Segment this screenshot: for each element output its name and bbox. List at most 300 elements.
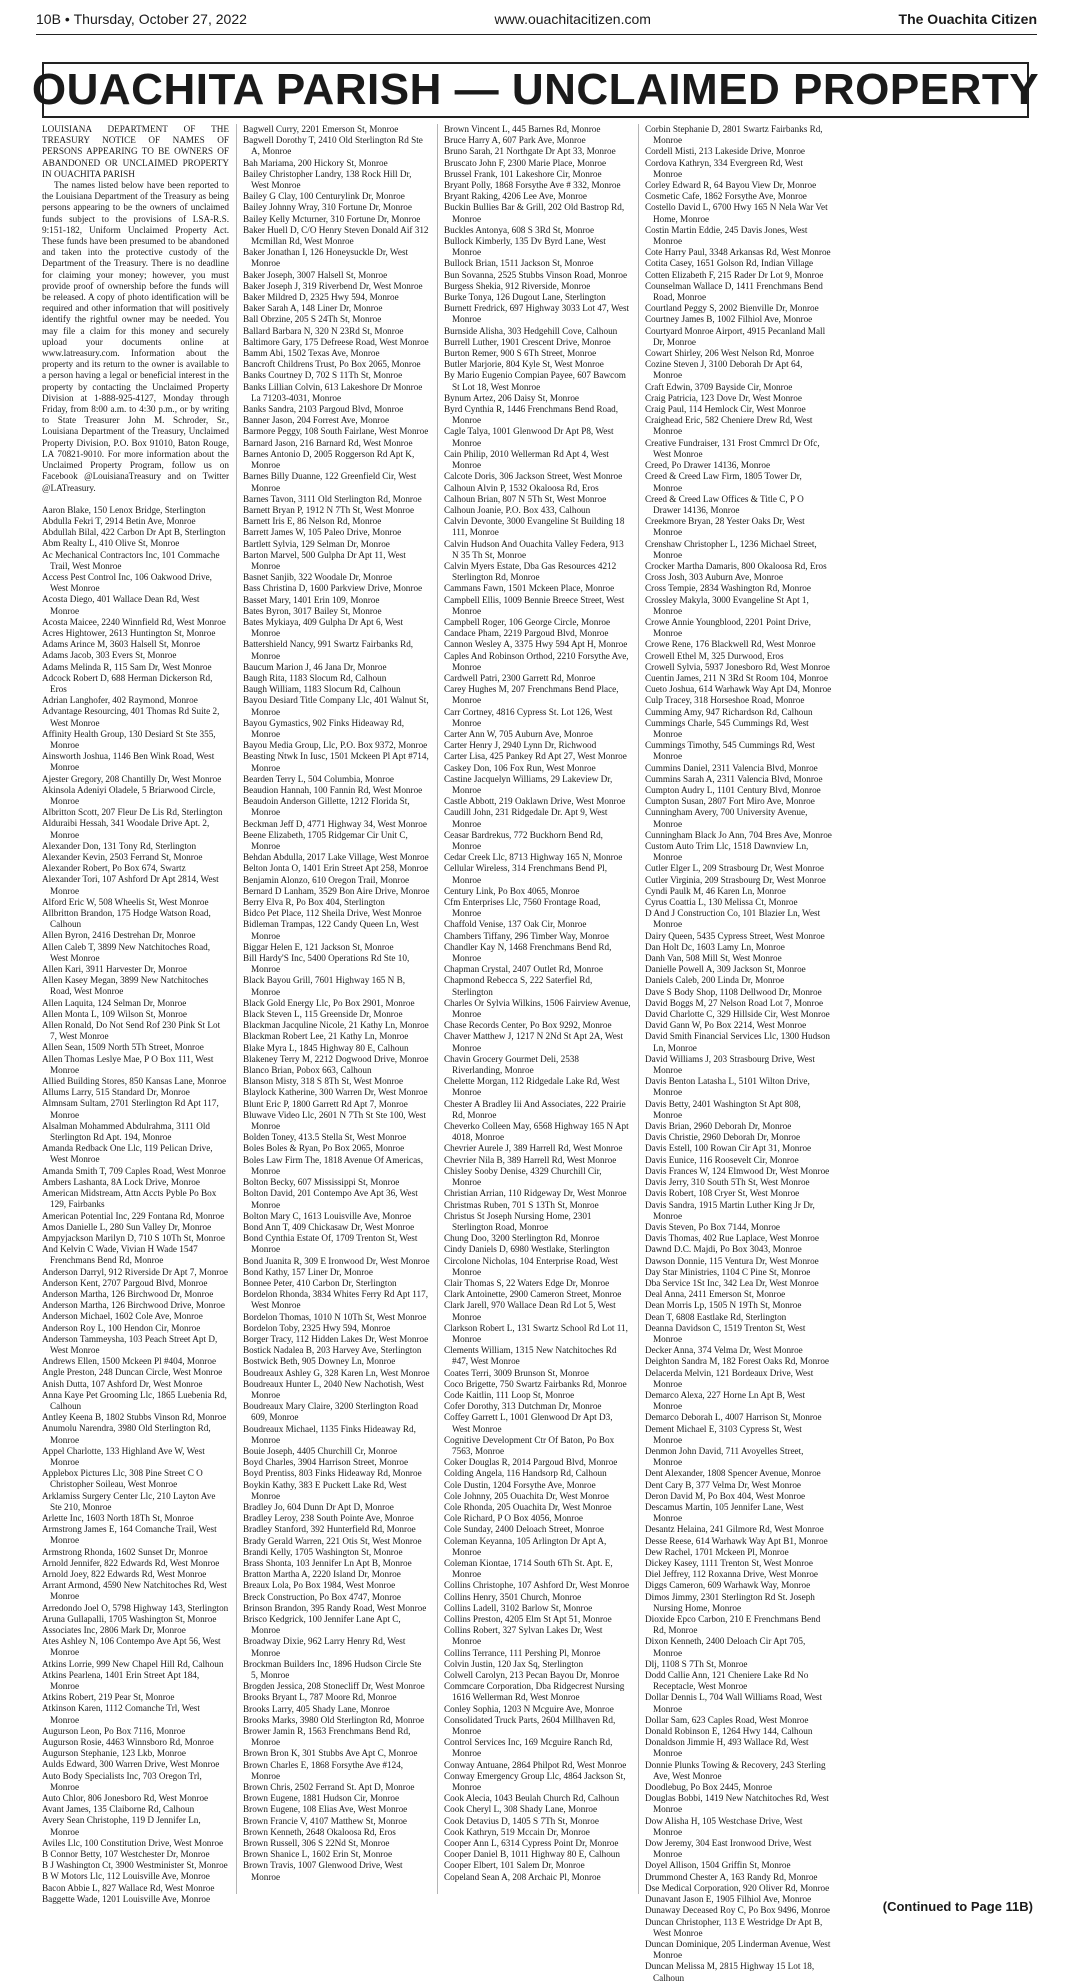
listing-entry: Dunaway Deceased Roy C, Po Box 9496, Monroe (645, 1905, 830, 1916)
listing-entry: Craig Paul, 114 Hemlock Cir, West Monroe (645, 404, 806, 415)
listing-entry: Appel Charlotte, 133 Highland Ave W, West Monroe (42, 1445, 205, 1467)
listing-entry: Aruna Gullapalli, 1705 Washington St, Monroe (42, 1613, 217, 1624)
listing-entry: Conley Sophia, 1203 N Mcguire Ave, Monroe (444, 1703, 614, 1714)
listing-entry: Augurson Rosie, 4463 Winnsboro Rd, Monroe (42, 1737, 214, 1748)
listing-entry: Control Services Inc, 169 Mcguire Ranch Rd, Monroe (444, 1737, 613, 1759)
listing-entry: Clements William, 1315 New Natchitoches Rd #47, West Monroe (444, 1345, 617, 1367)
listing-entry: Cordova Kathryn, 334 Evergreen Rd, West Monroe (645, 157, 803, 179)
banner-title: OUACHITA PARISH — UNCLAIMED PROPERTY (42, 62, 1029, 118)
listing-entry: Bordelon Toby, 2325 Hwy 594, Monroe (243, 1322, 391, 1333)
listing-entry: Bordelon Rhonda, 3834 Whites Ferry Rd Apt 117, West Monroe (243, 1289, 429, 1311)
listing-entry: Allen Laquita, 124 Selman Dr, Monroe (42, 997, 187, 1008)
listing-entry: Aaron Blake, 150 Lenox Bridge, Sterlington (42, 504, 206, 515)
listing-entry: Caskey Don, 106 Fox Run, West Monroe (444, 762, 596, 773)
listing-entry: Campbell Ellis, 1009 Bennie Breece Street, West Monroe (444, 594, 625, 616)
listing-entry: Beaudoin Anderson Gillette, 1212 Florida St, Monroe (243, 796, 410, 818)
listing-entry: Calhoun Brian, 807 N 5Th St, West Monroe (444, 493, 607, 504)
listing-entry: Custom Auto Trim Llc, 1518 Dawnview Ln, Monroe (645, 841, 809, 863)
listing-entry: Battershield Nancy, 991 Swartz Fairbanks Rd, Monroe (243, 639, 414, 661)
listing-entry: Brown Travis, 1007 Glenwood Drive, West Monroe (243, 1860, 403, 1882)
listing-entry: Collins Robert, 327 Sylvan Lakes Dr, West Monroe (444, 1625, 603, 1647)
listing-entry: Craft Edwin, 3709 Bayside Cir, Monroe (645, 381, 793, 392)
listing-entry: Antley Keena B, 1802 Stubbs Vinson Rd, Monroe (42, 1412, 227, 1423)
listing-entry: Brown Shanice L, 1602 Erin St, Monroe (243, 1849, 393, 1860)
listing-entry: Bagwell Curry, 2201 Emerson St, Monroe (243, 124, 399, 134)
listing-entry: Courtland Peggy S, 2002 Bienville Dr, Monroe (645, 303, 819, 314)
listing-entry: Cedar Creek Llc, 8713 Highway 165 N, Monroe (444, 852, 623, 863)
listing-entry: Banks Sandra, 2103 Pargoud Blvd, Monroe (243, 404, 404, 415)
listing-entry: Danh Van, 508 Mill St, West Monroe (645, 953, 782, 964)
listing-entry: Cutler Elger L, 209 Strasbourg Dr, West Monroe (645, 863, 824, 874)
listing-entry: Acosta Diego, 401 Wallace Dean Rd, West Monroe (42, 594, 200, 616)
listing-entry: Buckin Bullies Bar & Grill, 202 Old Bastrop Rd, Monroe (444, 202, 625, 224)
listing-entry: Berry Elva R, Po Box 404, Sterlington (243, 897, 385, 908)
listing-entry: B J Washington Ct, 3900 Westminister St, Monroe (42, 1860, 228, 1871)
column-3 (437, 124, 631, 1894)
listing-entry: Angle Preston, 248 Duncan Circle, West Monroe (42, 1367, 223, 1378)
listing-entry: Bond Juanita R, 309 E Ironwood Dr, West Monroe (243, 1255, 430, 1266)
listing-entry: Bacon Abbie L, 827 Wallace Rd, West Monroe (42, 1882, 215, 1893)
listing-entry: Brown Eugene, 108 Elias Ave, West Monroe (243, 1804, 408, 1815)
listing-entry: American Midstream, Attn Accts Pyble Po Box 129, Fairbanks (42, 1188, 217, 1210)
listing-entry: Alford Eric W, 508 Wheelis St, West Monroe (42, 896, 209, 907)
listing-entry: Cumpton Susan, 2807 Fort Miro Ave, Monroe (645, 796, 815, 807)
listing-entry: Clair Thomas S, 22 Waters Edge Dr, Monroe (444, 1277, 610, 1288)
listing-entry: Chester A Bradley Iii And Associates, 222 Prairie Rd, Monroe (444, 1098, 626, 1120)
listing-entry: Bruno Sarah, 21 Northgate Dr Apt 33, Monroe (444, 146, 616, 157)
listing-entry: Alexander Tori, 107 Ashford Dr Apt 2814, West Monroe (42, 874, 219, 896)
listing-entry: Atkins Lorrie, 999 New Chapel Hill Rd, Calhoun (42, 1658, 224, 1669)
listing-entry: Diggs Cameron, 609 Warhawk Way, Monroe (645, 1580, 811, 1591)
listing-entry: Coleman Kiontae, 1714 South 6Th St. Apt. E, Monroe (444, 1558, 613, 1580)
listing-entry: Cummings Charle, 545 Cummings Rd, West Monroe (645, 717, 809, 739)
listing-entry: Desantz Helaina, 241 Gilmore Rd, West Monroe (645, 1524, 824, 1535)
listing-entry: Caudill John, 231 Ridgedale Dr. Apt 9, West Monroe (444, 807, 608, 829)
listing-entry: Ampyjackson Marilyn D, 710 S 10Th St, Monroe (42, 1232, 225, 1243)
listing-entry: Dba Service 1St Inc, 342 Lea Dr, West Monroe (645, 1277, 819, 1288)
listing-entry: Crowell Ethel M, 325 Durwood, Eros (645, 650, 784, 661)
listing-entry: Baker Joseph J, 319 Riverbend Dr, West Monroe (243, 280, 423, 291)
listing-entry: Ceasar Bardrekus, 772 Buckhorn Bend Rd, Monroe (444, 829, 603, 851)
listing-entry: Bayou Media Group, Llc, P.O. Box 9372, Monroe (243, 740, 428, 751)
listing-entry: Bamm Abi, 1502 Texas Ave, Monroe (243, 348, 380, 359)
listing-entry: Descamus Martin, 105 Jennifer Lane, West Monroe (645, 1501, 804, 1524)
listing-entry: Brinson Brandon, 395 Randy Road, West Monroe (243, 1602, 427, 1613)
notice-body: The names listed below have been reported to the Louisiana Department of the Treasury as being persons appearing to be the owners of unclaimed funds subject to the provisions of LSA-R.S. 9:151-182, Uniform Unclaimed Property Act. These funds have been presumed to be abandoned and taken into the protective custody of the Department of the Treasury. There is no deadline for claiming your money; however, you must provide proof of ownership before the funds will be released. A copy of photo identification will be required and other information that will positively identify the rightful owner may be needed. You may file a claim for this money and securely upload your documents online at www.latreasury.com. Information about the property and its return to the owner is available to a person having a legal or beneficial interest in the property by contacting the Unclaimed Property Division at 1-888-925-4127, Monday through Friday, from 8:00 a.m. to 4:30 p.m., or by writing to State Treasurer John M. Schroder, Sr., Louisiana Department of the Treasury, Unclaimed Property Division, P.O. Box 91010, Baton Rouge, LA 70821-9010. For more information about the Unclaimed Property Program, follow us on Facebook @LouisianaTreasury and on Twitter @LATreasury. (42, 180, 229, 493)
listing-entry: Crenshaw Christopher L, 1236 Michael Street, Monroe (645, 538, 817, 560)
listing-entry: Ajester Gregory, 208 Chantilly Dr, West Monroe (42, 773, 222, 784)
listing-entry: Beaudion Hannah, 100 Fannin Rd, West Monroe (243, 784, 423, 795)
listing-entry: Doyel Allison, 1504 Griffin St, Monroe (645, 1860, 791, 1871)
listing-entry: Blake Myra L, 1845 Highway 80 E, Calhoun (243, 1042, 409, 1053)
listing-entry: Coker Douglas R, 2014 Pargoud Blvd, Monroe (444, 1457, 618, 1468)
listing-entry: Bostick Nadalea B, 203 Harvey Ave, Sterlington (243, 1345, 422, 1356)
listing-entry: Brown Charles E, 1868 Forsythe Ave #124, Monroe (243, 1759, 404, 1781)
listing-entry: Almnsam Sultam, 2701 Sterlington Rd Apt 117, Monroe (42, 1098, 219, 1120)
listing-entry: Anderson Tammeysha, 103 Peach Street Apt D, West Monroe (42, 1333, 218, 1355)
listing-entry: David Charlotte C, 329 Hillside Cir, West Monroe (645, 1009, 830, 1020)
listing-entry: Beckman Jeff D, 4771 Highway 34, West Monroe (243, 818, 427, 829)
listing-entry: Allbritton Brandon, 175 Hodge Watson Road, Calhoun (42, 908, 211, 930)
listing-entry: Cordell Misti, 213 Lakeside Drive, Monroe (645, 146, 805, 157)
listing-entry: Creed, Po Drawer 14136, Monroe (645, 460, 771, 471)
listing-entry: Bates Byron, 3017 Bailey St, Monroe (243, 605, 382, 616)
listing-entry: Black Bayou Grill, 7601 Highway 165 N B, Monroe (243, 975, 406, 997)
listing-entry: Barnett Bryan P, 1912 N 7Th St, West Monroe (243, 504, 415, 515)
listing-entry: Bond Ann T, 409 Chickasaw Dr, West Monroe (243, 1221, 415, 1232)
listing-entry: Arlette Inc, 1603 North 18Th St, Monroe (42, 1512, 194, 1523)
listing-entry: Collins Ladell, 3102 Barlow St, Monroe (444, 1602, 593, 1613)
listing-entry: Duncan Christopher, 113 E Westridge Dr Apt B, West Monroe (645, 1916, 823, 1938)
listing-entry: David Boggs M, 27 Nelson Road Lot 7, Monroe (645, 997, 824, 1008)
listing-entry: Cole Rhonda, 205 Ouachita Dr, West Monroe (444, 1501, 612, 1512)
listing-entry: Davis Christie, 2960 Deborah Dr, Monroe (645, 1132, 801, 1143)
listing-entry: Clark Antoinette, 2900 Cameron Street, Monroe (444, 1289, 622, 1300)
listing-entry: Calhoun Alvin P, 1532 Okaloosa Rd, Eros (444, 482, 599, 493)
listing-entry: Cole Dustin, 1204 Forsythe Ave, Monroe (444, 1479, 596, 1490)
listing-entry: Ac Mechanical Contractors Inc, 101 Commache Trail, West Monroe (42, 549, 220, 571)
listing-entry: Courtney James B, 1002 Filhiol Ave, Monroe (645, 314, 813, 325)
column-4 (638, 124, 832, 1983)
listing-entry: Donaldson Jimmie H, 493 Wallace Rd, West Monroe (645, 1737, 809, 1759)
listing-entry: Deighton Sandra M, 182 Forest Oaks Rd, Monroe (645, 1356, 829, 1367)
listing-entry: Davis Benton Latasha L, 5101 Wilton Drive, Monroe (645, 1076, 810, 1098)
listing-entry: Bill Hardy'S Inc, 5400 Operations Rd Ste 10, Monroe (243, 953, 410, 975)
listing-entry: Cuentin James, 211 N 3Rd St Room 104, Monroe (645, 672, 828, 683)
listing-entry: Chavin Grocery Gourmet Deli, 2538 Riverlanding, Monroe (444, 1053, 579, 1076)
listing-entry: Cofer Dorothy, 313 Dutchman Dr, Monroe (444, 1401, 602, 1412)
listing-entry: Auto Body Specialists Inc, 703 Oregon Trl, Monroe (42, 1770, 202, 1792)
website-url: www.ouachitacitizen.com (494, 11, 651, 27)
listing-entry: Amanda Redback One Llc, 119 Pelican Drive, West Monroe (42, 1143, 213, 1165)
listing-entry: Bearden Terry L, 504 Columbia, Monroe (243, 773, 395, 784)
listing-entry: Boudreaux Mary Claire, 3200 Sterlington Road 609, Monroe (243, 1401, 419, 1423)
listing-entry: Carey Hughes M, 207 Frenchmans Bend Place, Monroe (444, 684, 619, 706)
listing-entry: Basnet Sanjib, 322 Woodale Dr, Monroe (243, 572, 393, 583)
listing-entry: Christian Arrian, 110 Ridgeway Dr, West Monroe (444, 1188, 627, 1199)
listing-entry: Breck Construction, Po Box 4747, Monroe (243, 1591, 401, 1602)
page-number: 10B (36, 11, 61, 27)
listing-entry: Coates Terri, 3009 Brunson St, Monroe (444, 1367, 589, 1378)
listing-entry: Allen Kari, 3911 Harvester Dr, Monroe (42, 964, 187, 975)
listing-entry: Barton Marvel, 500 Gulpha Dr Apt 11, West Monroe (243, 549, 406, 571)
listing-entry: Boyd Charles, 3904 Harrison Street, Monroe (243, 1457, 409, 1468)
listing-entry: Bond Cynthia Estate Of, 1709 Trenton St, West Monroe (243, 1233, 418, 1255)
listing-entry: Carter Henry J, 2940 Lynn Dr, Richwood (444, 740, 597, 751)
listing-entry: Cindy Daniels D, 6980 Westlake, Sterlington (444, 1244, 610, 1255)
listing-entry: Christmas Ruben, 701 S 13Th St, Monroe (444, 1199, 599, 1210)
header-rule (36, 34, 1037, 35)
listing-entry: Creative Fundraiser, 131 Frost Cmmrcl Dr Ofc, West Monroe (645, 437, 820, 459)
listing-entry: Arredondo Joel O, 5798 Highway 143, Sterlington (42, 1602, 229, 1613)
listing-entry: Brady Gerald Warren, 221 Otis St, West Monroe (243, 1535, 422, 1546)
listing-entry: Bidleman Trampas, 122 Candy Queen Ln, West Monroe (243, 919, 419, 941)
listing-entry: Campbell Roger, 106 George Circle, Monroe (444, 616, 611, 627)
listing-entry: Courtyard Monroe Airport, 4915 Pecanland Mall Dr, Monroe (645, 325, 826, 347)
listing-entry: Bluwave Video Llc, 2601 N 7Th St Ste 100, West Monroe (243, 1109, 426, 1132)
listing-entry: B W Motors Llc, 112 Louisville Ave, Monroe (42, 1871, 210, 1882)
listing-entry: Caples And Robinson Orthod, 2210 Forsythe Ave, Monroe (444, 650, 629, 672)
listing-entry: Davis Estell, 100 Rowan Cir Apt 31, Monroe (645, 1143, 812, 1154)
listing-entry: Dioxide Epco Carbon, 210 E Frenchmans Bend Rd, Monroe (645, 1614, 821, 1636)
listing-entry: Bullock Kimberly, 135 Dv Byrd Lane, West Monroe (444, 236, 606, 258)
listing-entry: Demarco Alexa, 227 Horne Ln Apt B, West Monroe (645, 1389, 806, 1412)
listing-entry: Costin Martin Eddie, 245 Davis Jones, West Monroe (645, 224, 808, 247)
listing-entry: Colvin Justin, 120 Jax Sq, Sterlington (444, 1658, 584, 1669)
listing-entry: Dlj, 1108 S 7Th St, Monroe (645, 1658, 748, 1669)
listing-entry: Bonnee Peter, 410 Carbon Dr, Sterlington (243, 1277, 397, 1288)
listing-entry: Daniels Caleb, 200 Linda Dr, Monroe (645, 975, 785, 986)
listing-entry: Cumpton Audry L, 1101 Century Blvd, Monroe (645, 784, 821, 795)
listing-entry: Bratton Martha A, 2220 Island Dr, Monroe (243, 1569, 401, 1580)
listing-entry: Candace Pham, 2219 Pargoud Blvd, Monroe (444, 628, 609, 639)
listing-entry: Bernard D Lanham, 3529 Bon Aire Drive, Monroe (243, 885, 430, 896)
listing-entry: Anderson Martha, 126 Birchwood Dr, Monroe (42, 1288, 214, 1299)
listing-entry: Behdan Abdulla, 2017 Lake Village, West Monroe (243, 852, 429, 863)
listing-entry: Applebox Pictures Llc, 308 Pine Street C O Christopher Soileau, West Monroe (42, 1468, 203, 1490)
listing-entry: Baugh Rita, 1183 Slocum Rd, Calhoun (243, 672, 387, 683)
listing-entry: Dow Jeremy, 304 East Ironwood Drive, West Monroe (645, 1838, 812, 1860)
listing-entry: Creed & Creed Law Firm, 1805 Tower Dr, Monroe (645, 471, 802, 493)
listing-entry: Carter Ann W, 705 Auburn Ave, Monroe (444, 728, 593, 739)
listing-entry: Davis Thomas, 402 Rue Laplace, West Monroe (645, 1233, 819, 1244)
listing-entry: Brown Kenneth, 2648 Okaloosa Rd, Eros (243, 1826, 396, 1837)
listing-entry: Allen Monta L, 109 Wilson St, Monroe (42, 1008, 187, 1019)
listing-entry: Cooper Ann L, 6314 Cypress Point Dr, Monroe (444, 1838, 619, 1849)
listing-entry: Dse Medical Corporation, 920 Oliver Rd, Monroe (645, 1882, 830, 1893)
listing-entry: Bailey Kelly Mcturner, 310 Fortune Dr, Monroe (243, 213, 421, 224)
listing-entry: Byrd Cynthia R, 1446 Frenchmans Bend Road, Monroe (444, 404, 619, 426)
listing-entry: Alsalman Mohammed Abdulrahma, 3111 Old Sterlington Rd Apt. 194, Monroe (42, 1120, 210, 1143)
listing-entry: Creekmore Bryan, 28 Yester Oaks Dr, West Monroe (645, 516, 805, 538)
listing-entry: Alduraibi Hessah, 341 Woodale Drive Apt. 2, Monroe (42, 818, 210, 840)
listing-entry: Consolidated Truck Parts, 2604 Millhaven Rd, Monroe (444, 1714, 616, 1737)
listing-entry: Boles Boles & Ryan, Po Box 2065, Monroe (243, 1143, 405, 1154)
separator-dot: • (64, 11, 70, 27)
listing-entry: Carr Cortney, 4816 Cypress St. Lot 126, West Monroe (444, 706, 613, 728)
listing-entry: Cosmetic Cafe, 1862 Forsythe Ave, Monroe (645, 191, 807, 202)
listing-entry: Baugh William, 1183 Slocum Rd, Calhoun (243, 684, 401, 695)
listing-entry: Bruscato John F, 2300 Marie Place, Monroe (444, 157, 607, 168)
listing-entry: Baggette Wade, 1201 Louisville Ave, Monroe (42, 1893, 211, 1904)
listing-entry: Belton Jonta O, 1401 Erin Street Apt 258, Monroe (243, 863, 429, 874)
listing-entry: Brooks Larry, 405 Shady Lane, Monroe (243, 1703, 390, 1714)
listing-entry: Cain Philip, 2010 Wellerman Rd Apt 4, West Monroe (444, 448, 609, 471)
listing-entry: Donald Robinson E, 1264 Hwy 144, Calhoun (645, 1726, 813, 1737)
listing-entry: Copeland Sean A, 208 Archaic Pl, Monroe (444, 1871, 601, 1882)
listing-entry: Coleman Keyanna, 105 Arlington Dr Apt A, Monroe (444, 1535, 607, 1557)
listing-entry: Anderson Darryl, 912 Riverside Dr Apt 7, Monroe (42, 1266, 229, 1277)
listing-entry: Cotita Casey, 1651 Golson Rd, Indian Village (645, 258, 814, 269)
listing-entry: Dave S Body Shop, 1108 Dellwood Dr, Monroe (645, 986, 822, 997)
listing-entry: Corley Edward R, 64 Bayou View Dr, Monroe (645, 180, 817, 191)
listing-entry: Bun Sovanna, 2525 Stubbs Vinson Road, Monroe (444, 269, 628, 280)
listing-entry: Burton Remer, 900 S 6Th Street, Monroe (444, 348, 597, 359)
listing-entry: Bailey Christopher Landry, 138 Rock Hill Dr, West Monroe (243, 168, 412, 191)
listing-entry: Baker Jonathan I, 126 Honeysuckle Dr, West Monroe (243, 247, 409, 269)
listing-entry: Anderson Martha, 126 Birchwood Drive, Monroe (42, 1300, 225, 1311)
listing-entry: Circolone Nicholas, 104 Enterprise Road, West Monroe (444, 1255, 618, 1277)
listing-entry: Bouie Joseph, 4405 Churchill Cr, Monroe (243, 1445, 398, 1456)
listing-entry: Boudreaux Michael, 1135 Finks Hideaway Rd, Monroe (243, 1423, 416, 1445)
listing-entry: Amos Danielle L, 280 Sun Valley Dr, Monroe (42, 1221, 212, 1232)
listing-entry: Calhoun Joanie, P.O. Box 433, Calhoun (444, 504, 591, 515)
listing-entry: Cook Cheryl L, 308 Shady Lane, Monroe (444, 1804, 598, 1815)
listing-entry: Davis Betty, 2401 Washington St Apt 808, Monroe (645, 1098, 801, 1120)
listing-entry: Cyrus Coattia L, 130 Melissa Ct, Monroe (645, 897, 798, 908)
listing-entry: Charles Or Sylvia Wilkins, 1506 Fairview Avenue, Monroe (444, 997, 631, 1020)
listing-entry: Crowe Annie Youngblood, 2201 Point Drive, Monroe (645, 616, 811, 639)
listing-entry: Baucum Marion J, 46 Jana Dr, Monroe (243, 661, 387, 672)
listing-entry: Cooper Daniel B, 1011 Highway 80 E, Calhoun (444, 1849, 620, 1860)
listing-entry: Banks Lillian Colvin, 613 Lakeshore Dr Monroe La 71203-4031, Monroe (243, 381, 423, 403)
listing-entry: Denmon John David, 711 Avoyelles Street, Monroe (645, 1445, 804, 1468)
listing-entry: Cross Tempie, 2834 Washington Rd, Monroe (645, 583, 811, 594)
listing-entry: Armstrong Rhonda, 1602 Sunset Dr, Monroe (42, 1546, 208, 1557)
listing-entry: Chaver Matthew J, 1217 N 2Nd St Apt 2A, West Monroe (444, 1031, 624, 1053)
listing-entry: Banner Jason, 204 Forrest Ave, Monroe (243, 415, 390, 426)
listing-entry: Dean Morris Lp, 1505 N 19Th St, Monroe (645, 1300, 802, 1311)
listing-entry: Boudreaux Ashley G, 328 Karen Ln, West Monroe (243, 1367, 430, 1378)
listing-entry: Brogden Jessica, 208 Stonecliff Dr, West Monroe (243, 1681, 425, 1692)
listing-entry: Cumming Amy, 947 Richardson Rd, Calhoun (645, 706, 813, 717)
listing-entry: Cook Alecia, 1043 Beulah Church Rd, Calhoun (444, 1793, 620, 1804)
running-header (36, 8, 1037, 30)
listing-entry: Bidco Pet Place, 112 Sheila Drive, West Monroe (243, 908, 422, 919)
listing-entry: Cfm Enterprises Llc, 7560 Frontage Road, Monroe (444, 897, 601, 919)
listing-entry: Cutler Virginia, 209 Strasbourg Dr, West Monroe (645, 874, 826, 885)
listing-entry: Burke Tonya, 126 Dugout Lane, Sterlington (444, 292, 606, 303)
listing-entry: Cummins Sarah A, 2311 Valencia Blvd, Monroe (645, 773, 823, 784)
listing-entry: Donnie Plunks Towing & Recovery, 243 Sterling Ave, West Monroe (645, 1759, 826, 1781)
listing-entry: Davis Steven, Po Box 7144, Monroe (645, 1221, 780, 1232)
listing-entry: Alexander Kevin, 2503 Ferrand St, Monroe (42, 852, 203, 862)
listing-entry: Dixon Kenneth, 2400 Deloach Cir Apt 705, Monroe (645, 1636, 806, 1658)
listing-entry: Bartlett Sylvia, 129 Selman Dr, Monroe (243, 538, 390, 549)
listing-entry: Adcock Robert D, 688 Herman Dickerson Rd, Eros (42, 672, 213, 694)
listing-entry: Blackman Jacquline Nicole, 21 Kathy Ln, Monroe (243, 1020, 429, 1031)
listing-entry: Chisley Sooby Denise, 4329 Churchill Cir, Monroe (444, 1165, 602, 1188)
listing-entry: Anna Kaye Pet Grooming Llc, 1865 Luebenia Rd, Calhoun (42, 1389, 227, 1411)
listing-entry: Crossley Makyla, 3000 Evangeline St Apt 1, Monroe (645, 594, 809, 616)
listing-entry: Cote Harry Paul, 3348 Arkansas Rd, West Monroe (645, 247, 831, 258)
listing-entry: Arnold Jennifer, 822 Edwards Rd, West Monroe (42, 1557, 220, 1568)
column-2 (236, 124, 430, 1894)
listing-entry: Dent Alexander, 1808 Spencer Avenue, Monroe (645, 1468, 821, 1479)
listing-entry: Blanco Brian, Pobox 663, Calhoun (243, 1065, 372, 1076)
listing-entry: Cannon Wesley A, 3375 Hwy 594 Apt H, Monroe (444, 639, 628, 650)
listing-entry: Decker Anna, 374 Velma Dr, West Monroe (645, 1345, 803, 1356)
listing-entry: Auto Chlor, 806 Jonesboro Rd, West Monroe (42, 1793, 209, 1804)
listing-entry: Biggar Helen E, 121 Jackson St, Monroe (243, 941, 394, 952)
listing-entry: Colding Angela, 116 Handsorp Rd, Calhoun (444, 1468, 607, 1479)
publication-name: The Ouachita Citizen (898, 11, 1037, 27)
listing-entry: Danielle Powell A, 309 Jackson St, Monroe (645, 964, 806, 975)
listing-entry: Brown Chris, 2502 Ferrand St. Apt D, Monroe (243, 1782, 415, 1793)
listing-entry: Bagwell Dorothy T, 2410 Old Sterlington Rd Ste A, Monroe (243, 135, 423, 157)
listing-entry: Bradley Leroy, 238 South Pointe Ave, Monroe (243, 1513, 414, 1524)
listing-entry: Beasting Ntwk In Iusc, 1501 Mckeen Pl Apt #714, Monroe (243, 751, 429, 773)
listing-entry: Castle Abbott, 219 Oaklawn Drive, West Monroe (444, 796, 626, 807)
listing-entry: Brower Jamin R, 1563 Frenchmans Bend Rd, Monroe (243, 1726, 411, 1748)
listing-entry: Arrant Armond, 4590 New Natchitoches Rd, West Monroe (42, 1580, 227, 1602)
listing-entry: Bayou Gymastics, 902 Finks Hideaway Rd, Monroe (243, 717, 405, 739)
listing-entry: Chapman Crystal, 2407 Outlet Rd, Monroe (444, 964, 603, 975)
listing-entry: Bordelon Thomas, 1010 N 10Th St, West Monroe (243, 1311, 427, 1322)
listing-entry: Commcare Corporation, Dba Ridgecrest Nursing 1616 Wellerman Rd, West Monroe (444, 1681, 625, 1703)
listing-entry: Calcote Doris, 306 Jackson Street, West Monroe (444, 471, 623, 482)
listing-entry: Arnold Joey, 822 Edwards Rd, West Monroe (42, 1569, 207, 1579)
listing-entry: Dew Rachel, 1701 Mckeen Pl, Monroe (645, 1546, 789, 1557)
listing-entry: Ainsworth Joshua, 1146 Ben Wink Road, West Monroe (42, 751, 215, 773)
listing-entry: Brandi Kelly, 1705 Washington St, Monroe (243, 1546, 403, 1557)
listing-entry: Cyndi Paulk M, 46 Karen Ln, Monroe (645, 885, 786, 896)
listing-entry: Breaux Lola, Po Box 1984, West Monroe (243, 1580, 396, 1591)
listing-entry: Banks Courtney D, 702 S 11Th St, Monroe (243, 370, 403, 381)
listing-entry: Access Pest Control Inc, 106 Oakwood Drive, West Monroe (42, 571, 212, 594)
listing-entry: Davis Robert, 108 Cryer St, West Monroe (645, 1188, 800, 1199)
listing-entry: Bullock Brian, 1511 Jackson St, Monroe (444, 258, 594, 269)
listing-entry: Bailey G Clay, 100 Centurylink Dr, Monroe (243, 191, 405, 202)
listing-entry: Baltimore Gary, 175 Defreese Road, West Monroe (243, 336, 429, 347)
listing-entry: Collins Christophe, 107 Ashford Dr, West Monroe (444, 1580, 630, 1591)
page-and-date (36, 11, 247, 27)
listing-entry: Augurson Stephanie, 123 Lkb, Monroe (42, 1748, 186, 1759)
listing-entry: Davis Jerry, 310 South 5Th St, West Monroe (645, 1177, 810, 1188)
listing-entry: Brown Bron K, 301 Stubbs Ave Apt C, Monroe (243, 1748, 418, 1759)
listing-entry: And Kelvin C Wade, Vivian H Wade 1547 Frenchmans Bend Rd, Monroe (42, 1244, 198, 1266)
listing-entry: Crowell Sylvia, 5937 Jonesboro Rd, West Monroe (645, 661, 830, 672)
listing-entry: Atkinson Karen, 1112 Comanche Trl, West Monroe (42, 1703, 200, 1725)
listing-entry: Atkins Robert, 219 Pear St, Monroe (42, 1692, 175, 1703)
listing-entry: Bates Mykiaya, 409 Gulpha Dr Apt 6, West Monroe (243, 616, 404, 639)
listing-entry: Barnard Jason, 216 Barnard Rd, West Monroe (243, 437, 413, 448)
listing-entry: Abdulla Fekri T, 2914 Betin Ave, Monroe (42, 515, 196, 526)
listing-entry: Dollar Dennis L, 704 Wall Williams Road, West Monroe (645, 1692, 823, 1714)
listing-entry: Chelette Morgan, 112 Ridgedale Lake Rd, West Monroe (444, 1076, 620, 1098)
listing-entry: Ball Obrzine, 205 S 24Th St, Monroe (243, 314, 382, 325)
listing-entry: Allen Byron, 2416 Destrehan Dr, Monroe (42, 930, 196, 941)
listing-entry: Chevrier Aurele J, 389 Harrell Rd, West Monroe (444, 1143, 623, 1154)
listing-entry: Cummings Timothy, 545 Cummings Rd, West Monroe (645, 740, 815, 762)
listing-entry: Cunningham Black Jo Ann, 704 Bres Ave, Monroe (645, 829, 832, 840)
listing-entry: Bancroft Childrens Trust, Po Box 2065, Monroe (243, 359, 421, 370)
listing-entry: Craighead Eric, 582 Cheniere Drew Rd, West Monroe (645, 415, 813, 437)
listing-entry: Anderson Michael, 1602 Cole Ave, Monroe (42, 1311, 203, 1322)
listing-entry: Bryant Raking, 4206 Lee Ave, Monroe (444, 191, 587, 202)
listing-entry: Bolton Mary C, 1613 Louisville Ave, Monroe (243, 1210, 412, 1221)
listing-entry: Andrews Ellen, 1500 Mckeen Pl #404, Monroe (42, 1356, 217, 1367)
listing-entry: Dow Alisha H, 105 Westchase Drive, West Monroe (645, 1815, 803, 1837)
listing-entry: Cross Josh, 303 Auburn Ave, Monroe (645, 572, 783, 583)
listing-entry: Burnside Alisha, 303 Hedgehill Cove, Calhoun (444, 325, 618, 336)
listing-entry: Adrian Langhofer, 402 Raymond, Monroe (42, 695, 198, 706)
listing-entry: Calvin Myers Estate, Dba Gas Resources 4212 Sterlington Rd, Monroe (444, 560, 617, 583)
listing-entry: Abm Realty L, 410 Olive St, Monroe (42, 538, 180, 549)
listing-entry: B Connor Betty, 107 Westchester Dr, Monroe (42, 1849, 210, 1860)
listing-entry: Collins Terrance, 111 Pershing Pl, Monroe (444, 1647, 601, 1658)
listing-entry: David Smith Financial Services Llc, 1300 Hudson Ln, Monroe (645, 1031, 831, 1053)
listing-entry: Century Link, Po Box 4065, Monroe (444, 885, 580, 896)
listing-entry: Doodlebug, Po Box 2445, Monroe (645, 1782, 773, 1793)
listing-entry: Bailey Johnny Wray, 310 Fortune Dr, Monroe (243, 202, 412, 213)
listing-entry: Baker Mildred D, 2325 Hwy 594, Monroe (243, 292, 399, 303)
listing-entry: Associates Inc, 2806 Mark Dr, Monroe (42, 1625, 186, 1636)
listing-entry: Bond Kathy, 157 Liner Dr, Monroe (243, 1266, 373, 1277)
listing-entry: Chaffold Venise, 137 Oak Cir, Monroe (444, 919, 587, 930)
listing-entry: Barnes Billy Duanne, 122 Greenfield Cir, West Monroe (243, 471, 417, 493)
listing-entry: Creed & Creed Law Offices & Title C, P O Drawer 14136, Monroe (645, 493, 804, 515)
